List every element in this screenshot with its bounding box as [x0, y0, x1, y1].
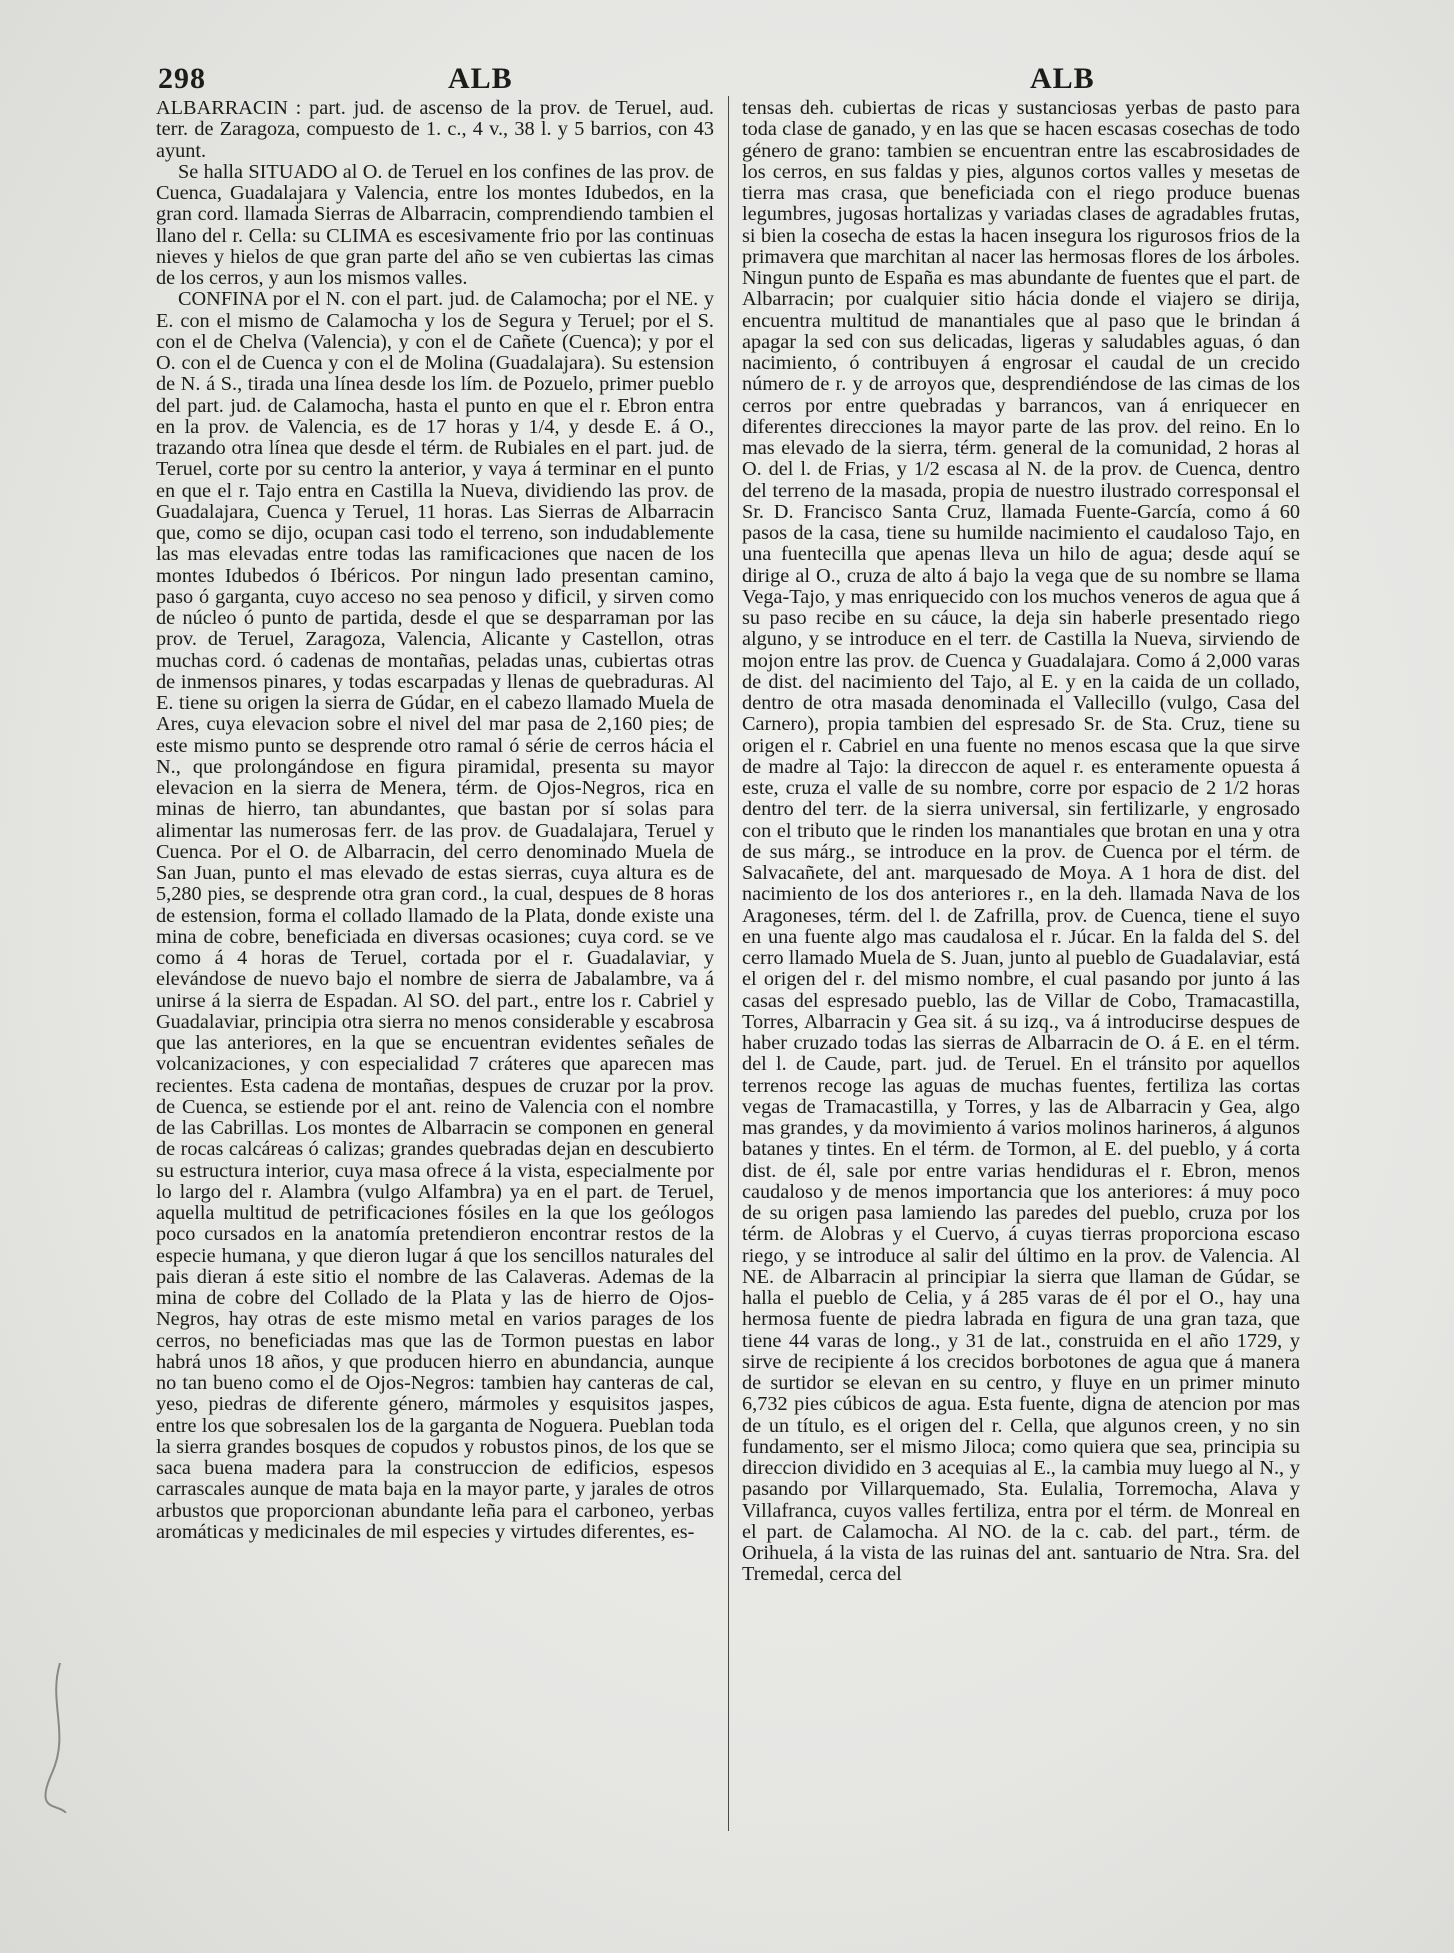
page-header	[150, 62, 1330, 102]
boundaries-paragraph: CONFINA por el N. con el part. jud. de Calamocha; por el NE. y E. con el mismo de Calamocha y los de Segura y Teruel; por el S. con el de Chelva (Valencia), y con el de Cañete (Cuenca); y por el O. con el de Cuenca y con el de Molina (Guadalajara). Su estension de N. á S., tirada una línea desde los lím. de Pozuelo, primer pueblo del part. jud. de Calamocha, hasta el punto en que el r. Ebron entra en la prov. de Valencia, es de 17 horas y 1/4, y desde E. á O., trazando otra línea que desde el térm. de Rubiales en el part. jud. de Teruel, corte por su centro la anterior, y vaya á terminar en el punto en que el r. Tajo entra en Castilla la Nueva, dividiendo las prov. de Guadalajara, Cuenca y Teruel, 11 horas. Las Sierras de Albarracin que, como se dijo, ocupan casi todo el terreno, son indudablemente las mas elevadas entre todas las ramificaciones que nacen de los montes Idubedos ó Ibéricos. Por ningun lado presentan camino, paso ó garganta, cuyo acceso no sea penoso y dificil, y sirven como de núcleo ó punto de partida, desde el que se desparraman por las prov. de Teruel, Zaragoza, Valencia, Alicante y Castellon, otras muchas cord. ó cadenas de montañas, peladas unas, cubiertas otras de inmensos pinares, y todas escarpadas y llenas de quebraduras. Al E. tiene su origen la sierra de Gúdar, en el cabezo llamado Muela de Ares, cuya elevacion sobre el nivel del mar pasa de 2,160 pies; de este mismo punto se desprende otro ramal ó série de cerros hácia el N., que prolongándose en figura piramidal, presenta su mayor elevacion en la sierra de Menera, térm. de Ojos-Negros, rica en minas de hierro, tan abundantes, que bastan por sí solas para alimentar las numerosas ferr. de las prov. de Guadalajara, Teruel y Cuenca. Por el O. de Albarracin, del cerro denominado Muela de San Juan, punto el mas elevado de estas sierras, cuya altura es de 5,280 pies, se desprende otra gran cord., la cual, despues de 8 horas de estension, forma el collado llamado de la Plata, donde existe una mina de cobre, beneficiada en diversas ocasiones; cuya cord. se ve como á 4 horas de Teruel, cortada por el r. Guadalaviar, y elevándose de nuevo bajo el nombre de sierra de Jabalambre, va á unirse á la sierra de Espadan. Al SO. del part., entre los r. Cabriel y Guadalaviar, principia otra sierra no menos considerable y escabrosa que las anteriores, en la que se encuentran evidentes señales de volcanizaciones, y con especialidad 7 cráteres que aparecen mas recientes. Esta cadena de montañas, despues de cruzar por la prov. de Cuenca, se estiende por el ant. reino de Valencia con el nombre de las Cabrillas. Los montes de Albarracin se componen en general de rocas calcáreas ó calizas; grandes quebradas dejan en descubierto su estructura interior, cuya masa ofrece á la vista, especialmente por lo largo del r. Alambra (vulgo Alfambra) ya en el part. de Teruel, aquella multitud de petrificaciones fósiles en la que los geólogos poco cursados en la anatomía pretendieron encontrar restos de la especie humana, y que dieron lugar á que los sencillos naturales del pais dieran á este sitio el nombre de las Calaveras. Ademas de la mina de cobre del Collado de la Plata y las de hierro de Ojos-Negros, hay otras de este mismo metal en varios parages de los cerros, no beneficiadas mas que las de Tormon puestas en labor habrá unos 18 años, y que producen hierro en abundancia, aunque no tan bueno como el de Ojos-Negros: tambien hay canteras de cal, yeso, piedras de diferente género, mármoles y esquisitos jaspes, entre los que sobresalen los de la garganta de Noguera. Pueblan toda la sierra grandes bosques de copudos y robustos pinos, de los que se saca buena madera para la construccion de edificios, espesos carrascales aunque de mata baja en la mayor parte, y jarales de otros arbustos que proporcionan abundante leña para el carboneo, yerbas aromáticas y medicinales de mil especies y virtudes diferentes, es-	[156, 288, 714, 1543]
continued-paragraph: tensas deh. cubiertas de ricas y sustanciosas yerbas de pasto para toda clase de ganado, y en las que se hacen escasas cosechas de todo género de grano: tambien se encuentran entre las escabrosidades de los cerros, en sus faldas y pies, algunos cortos valles y mesetas de tierra mas crasa, que beneficiada con el riego produce buenas legumbres, jugosas hortalizas y variadas clases de agradables frutas, si bien la cosecha de estas la hacen insegura los rigurosos frios de la primavera que marchitan al nacer las hermosas flores de los árboles. Ningun punto de España es mas abundante de fuentes que el part. de Albarracin; por cualquier sitio hácia donde el viajero se dirija, encuentra multitud de manantiales que al paso que le brindan á apagar la sed con sus delicadas, ligeras y saludables aguas, ó dan nacimiento, ó contribuyen á engrosar el caudal de un crecido número de r. y de arroyos que, desprendiéndose de las cimas de los cerros por entre quebradas y barrancos, van á enriquecer en diferentes direcciones la mayor parte de las prov. del reino. En lo mas elevado de la sierra, térm. general de la comunidad, 2 horas al O. del l. de Frias, y 1/2 escasa al N. de la prov. de Cuenca, dentro del terreno de la masada, propia de nuestro ilustrado corresponsal el Sr. D. Francisco Santa Cruz, llamada Fuente-García, como á 60 pasos de la casa, tiene su humilde nacimiento el caudaloso Tajo, en una fuentecilla que apenas lleva un hilo de agua; desde aquí se dirige al O., cruza de alto á bajo la vega que de su nombre se llama Vega-Tajo, y mas enriquecido con los muchos veneros de agua que á su paso recibe en su cáuce, la deja sin haberle presentado riego alguno, y se introduce en el terr. de Castilla la Nueva, sirviendo de mojon entre las prov. de Cuenca y Guadalajara. Como á 2,000 varas de dist. del nacimiento del Tajo, al E. y en la caida de un collado, dentro de otra masada denominada el Vallecillo (vulgo, Casa del Carnero), propia tambien del espresado Sr. de Sta. Cruz, tiene su origen el r. Cabriel en una fuente no menos escasa que la que sirve de madre al Tajo: la direccon de aquel r. es enteramente opuesta á este, cruza el valle de su nombre, corre por espacio de 2 1/2 horas dentro del terr. de la sierra universal, sin fertilizarle, y engrosado con el tributo que le rinden los manantiales que brotan en una y otra de sus márg., se introduce en la prov. de Cuenca por el térm. de Salvacañete, del ant. marquesado de Moya. A 1 hora de dist. del nacimiento de los dos anteriores r., en la deh. llamada Nava de los Aragoneses, térm. del l. de Zafrilla, prov. de Cuenca, tiene el suyo en una fuente algo mas caudalosa el r. Júcar. En la falda del S. del cerro llamado Muela de S. Juan, junto al pueblo de Guadalaviar, está el origen del r. del mismo nombre, el cual pasando por junto á las casas del espresado pueblo, las de Villar de Cobo, Tramacastilla, Torres, Albarracin y Gea sit. á su izq., va á introducirse despues de haber cruzado todas las sierras de Albarracin de O. á E. en el térm. del l. de Caude, part. jud. de Teruel. En el tránsito por aquellos terrenos recoge las aguas de muchas fuentes, fertiliza las cortas vegas de Tramacastilla, y Torres, y las de Albarracin y Gea, algo mas grandes, y da movimiento á varios molinos harineros, á algunos batanes y tintes. En el térm. de Tormon, al E. del pueblo, y á corta dist. de él, sale por entre varias hendiduras el r. Ebron, menos caudaloso y de menos importancia que los anteriores: á muy poco de su origen pasa lamiendo las paredes del pueblo, cruza por los térm. de Alobras y el Cuervo, á cuyas tierras proporciona escaso riego, y se introduce al salir del último en la prov. de Valencia. Al NE. de Albarracin al principiar la sierra que llaman de Gúdar, se halla el pueblo de Celia, y á 285 varas de él por el O., hay una hermosa fuente de piedra labrada en figura de una gran taza, que tiene 44 varas de long., y 31 de lat., construida en el año 1729, y sirve de recipiente á los crecidos borbotones de agua que á manera de surtidor se elevan en su centro, y fluye en un primer minuto 6,732 pies cúbicos de agua. Esta fuente, digna de atencion por mas de un título, es el origen del r. Cella, que algunos creen, y no sin fundamento, ser el mismo Jiloca; como quiera que sea, principia su direccion dividido en 3 acequias al E., la cambia muy luego al N., y pasando por Villarquemado, Sta. Eulalia, Torremocha, Alava y Villafranca, cuyos valles fertiliza, entra por el térm. de Monreal en el part. de Calamocha. Al NO. de la c. cab. del part., térm. de Orihuela, á la vista de las ruinas del ant. santuario de Ntra. Sra. del Tremedal, cerca del	[742, 98, 1300, 1586]
left-column	[156, 98, 714, 1823]
margin-pencil-mark	[40, 1663, 80, 1813]
page-number: 298	[158, 62, 206, 95]
right-column	[742, 98, 1300, 1823]
column-divider	[728, 96, 729, 1831]
running-head-left: ALB	[448, 62, 513, 95]
running-head-right: ALB	[1030, 62, 1095, 95]
entry-heading-paragraph: ALBARRACIN : part. jud. de ascenso de la prov. de Teruel, aud. terr. de Zaragoza, compuesto de 1. c., 4 v., 38 l. y 5 barrios, con 43 ayunt.	[156, 98, 714, 162]
situation-paragraph: Se halla SITUADO al O. de Teruel en los confines de las prov. de Cuenca, Guadalajara y Valencia, entre los montes Idubedos, en la gran cord. llamada Sierras de Albarracin, comprendiendo tambien el llano del r. Cella: su CLIMA es escesivamente frio por las continuas nieves y hielos de que gran parte del año se ven cubiertas las cimas de los cerros, y aun los mismos valles.	[156, 160, 714, 289]
